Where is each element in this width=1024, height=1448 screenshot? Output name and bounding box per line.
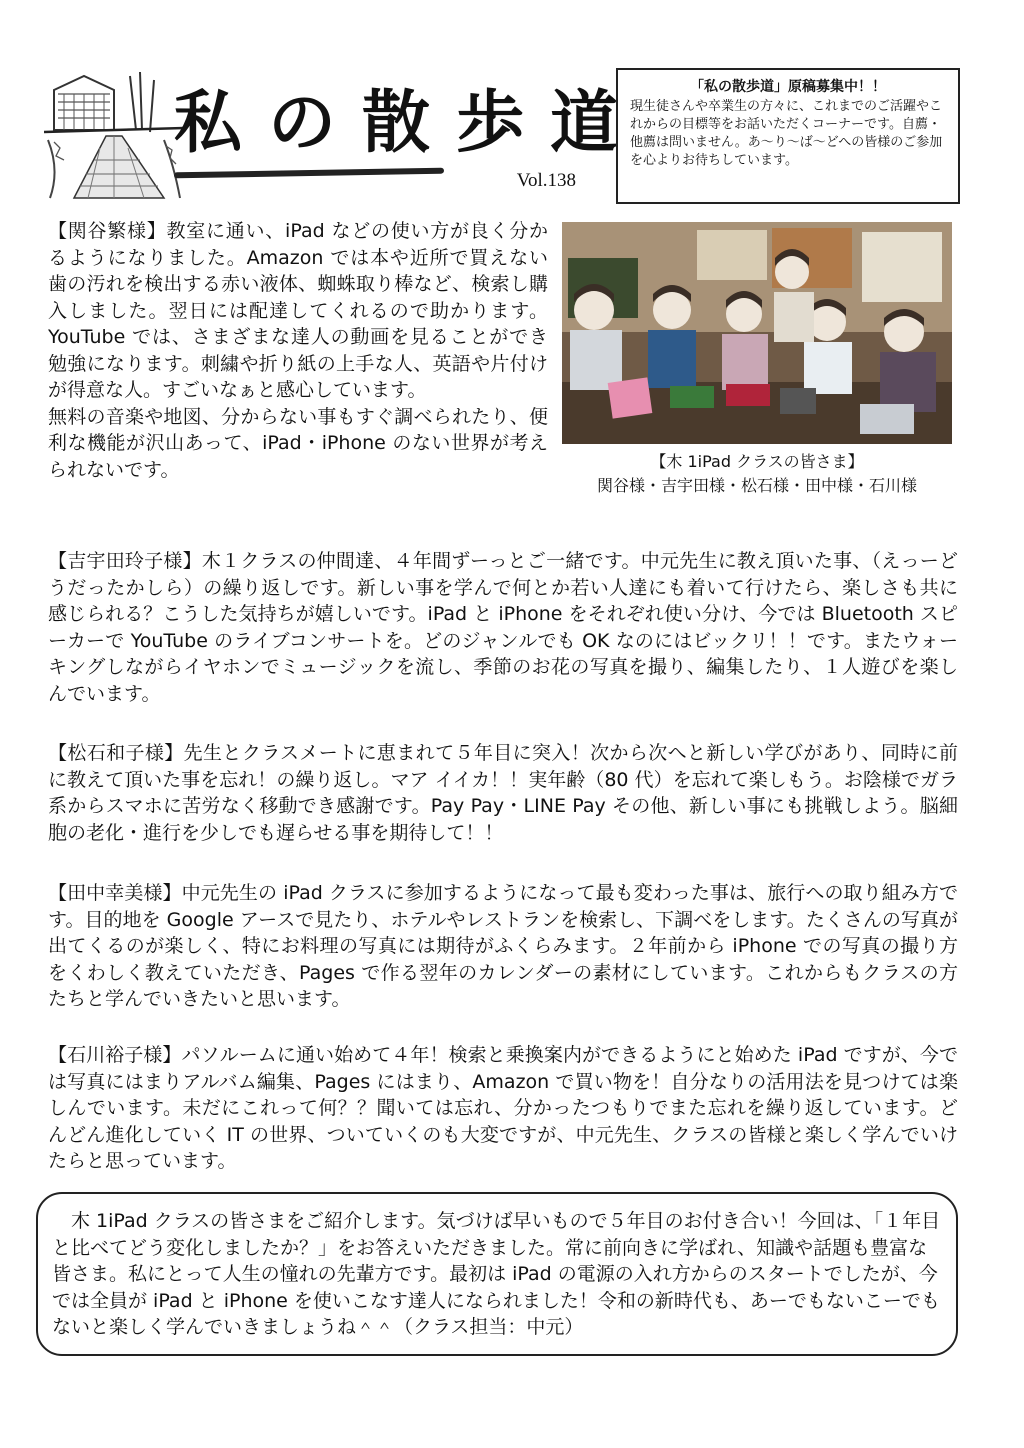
caption-line-1: 【木 1iPad クラスの皆さま】 [650, 452, 864, 471]
sekiya-paragraph: 【関谷繁様】教室に通い、iPad などの使い方が良く分かるようになりました。Amazon では本や近所で買えない歯の汚れを検出する赤い液体、蜘蛛取り棒など、検索し購入しました。翌日には配達してくれるので助かります。YouTube では、さまざまな達人の動画を見ることができ勉強になります。刺繍や折り紙の上手な人、英語や片付けが得意な人。すごいなぁと感心しています。 [48, 220, 548, 401]
newsletter-title: 私の散歩道 [174, 83, 645, 163]
street-sketch-illustration [44, 70, 184, 200]
notice-body: 現生徒さんや卒業生の方々に、これまでのご活躍やこれからの目標等をお話いただくコーナーです。自薦・他薦は問いません。あ～り～ば～どへの皆様のご参加を心よりお待ちしています。 [630, 99, 943, 168]
masthead [44, 70, 645, 200]
volume-number: Vol.138 [516, 170, 576, 191]
tanaka-article: 【田中幸美様】中元先生の iPad クラスに参加するようになって最も変わった事は、旅行への取り組み方です。目的地を Google アースで見たり、ホテルやレストランを検索し、下調べをします。たくさんの写真が出てくるのが楽しく、特にお料理の写真には期待がふくらみます。２年前から iPhone での写真の撮り方をくわしく教えていただき、Pages で作る翌年のカレンダーの素材にしています。これからもクラスの方たちと学んでいきたいと思います。 [48, 882, 958, 1010]
caption-line-2: 関谷様・吉宇田様・松石様・田中様・石川様 [596, 476, 917, 495]
submission-notice-box [616, 68, 960, 204]
sekiya-paragraph-2: 無料の音楽や地図、分からない事もすぐ調べられたり、便利な機能が沢山あって、iPad・iPhone のない世界が考えられないです。 [48, 405, 548, 481]
yoshiuda-article: 【吉宇田玲子様】木１クラスの仲間達、４年間ずーっとご一緒です。中元先生に教え頂いた事、（えっーどうだったかしら）の繰り返しです。新しい事を学んで何とか若い人達にも着いて行けたら、楽しさも共に感じられる？こうした気持ちが嬉しいです。iPad と iPhone をそれぞれ使い分け、今では Bluetooth スピーカーで YouTube のライブコンサートを。どのジャンルでも OK なのにはビックリ！！です。またウォーキングしながらイヤホンでミュージックを流し、季節のお花の写真を撮り、編集したり、１人遊びを楽しんでいます。 [48, 550, 958, 705]
matsuishi-article: 【松石和子様】先生とクラスメートに恵まれて５年目に突入！次から次へと新しい学びがあり、同時に前に教えて頂いた事を忘れ！の繰り返し。マア イイカ！！実年齢（80 代）を忘れて楽しもう。お陰様でガラ系からスマホに苦労なく移動でき感謝です。Pay Pay・LINE Pay その他、新しい事にも挑戦しよう。脳細胞の老化・進行を少しでも遅らせる事を期待して！！ [48, 742, 958, 844]
closing-message-box [36, 1192, 958, 1356]
ishikawa-article: 【石川裕子様】パソルームに通い始めて４年！検索と乗換案内ができるようにと始めた iPad ですが、今では写真にはまりアルバム編集、Pages にはまり、Amazon で買い物を！自分なりの活用法を見つけては楽しんでいます。未だにこれって何？？聞いては忘れ、分かったつもりでまた忘れを繰り返しています。どんどん進化していく IT の世界、ついていくのも大変ですが、中元先生、クラスの皆様と楽しく学んでいけたらと思っています。 [48, 1044, 958, 1172]
intro-article [48, 218, 548, 483]
photo-caption [562, 450, 952, 498]
class-group-photo [562, 222, 952, 444]
closing-message: 木 1iPad クラスの皆さまをご紹介します。気づけば早いもので５年目のお付き合い！今回は、「１年目と比べてどう変化しましたか？」をお答えいただきました。常に前向きに学ばれ、知識や話題も豊富な皆さま。私にとって人生の憧れの先輩方です。最初は iPad の電源の入れ方からのスタートでしたが、今では全員が iPad と iPhone を使いこなす達人になられました！令和の新時代も、あーでもないこーでもないと楽しく学んでいきましょうね＾＾（クラス担当：中元） [52, 1210, 941, 1338]
notice-title: 「私の散歩道」原稿募集中！！ [690, 79, 886, 95]
title-brush-stroke [174, 168, 444, 179]
class-photo-block [562, 222, 952, 498]
